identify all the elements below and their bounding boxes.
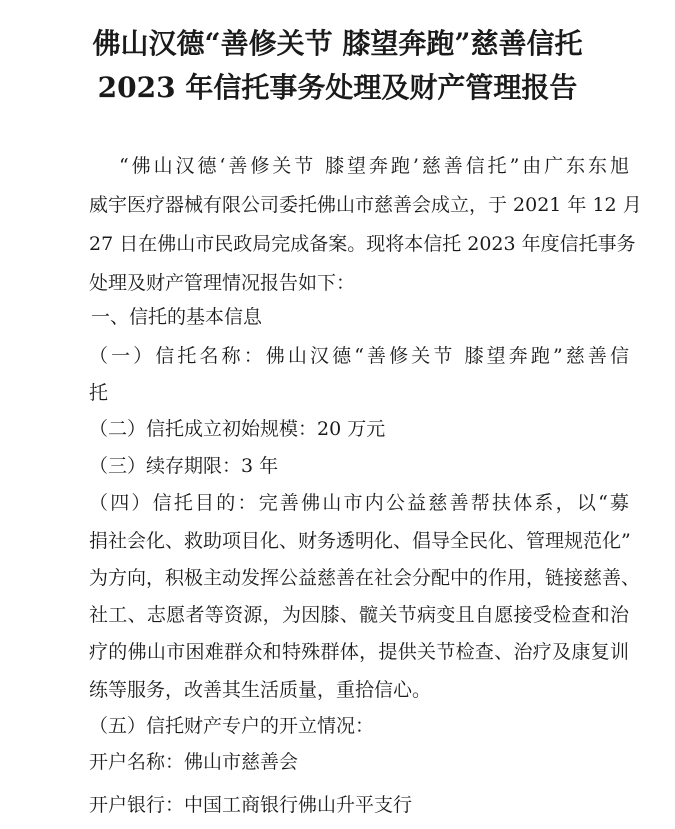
section-heading: 一、信托的基本信息 (91, 306, 263, 328)
intro-line-1: “佛山汉德‘善修关节 膝望奔跑’慈善信托”由广东东旭 (119, 155, 629, 177)
document-title-line-2: 2023 年信托事务处理及财产管理报告 (97, 71, 578, 104)
document-title-line-1: 佛山汉德“善修关节 膝望奔跑”慈善信托 (92, 27, 583, 60)
item-purpose-line-6: 练等服务，改善其生活质量，重拾信心。 (89, 679, 432, 701)
intro-line-4: 处理及财产管理情况报告如下： (89, 272, 356, 294)
intro-line-3: 27 日在佛山市民政局完成备案。现将本信托 2023 年度信托事务 (89, 233, 636, 255)
item-purpose: （四）信托目的：完善佛山市内公益慈善帮扶体系，以“募 (89, 492, 629, 514)
item-account-setup: （五）信托财产专户的开立情况： (89, 715, 375, 737)
item-purpose-line-3: 为方向，积极主动发挥公益慈善在社会分配中的作用，链接慈善、 (89, 567, 641, 589)
account-bank: 开户银行：中国工商银行佛山升平支行 (89, 794, 413, 816)
item-purpose-line-4: 社工、志愿者等资源，为因膝、髋关节病变且自愿接受检查和治 (89, 604, 629, 626)
account-name: 开户名称：佛山市慈善会 (89, 751, 299, 773)
item-duration: （三）续存期限：3 年 (89, 455, 279, 477)
item-initial-scale: （二）信托成立初始规模：20 万元 (89, 418, 386, 440)
item-purpose-line-5: 疗的佛山市困难群众和特殊群体，提供关节检查、治疗及康复训 (89, 641, 629, 663)
item-trust-name: （一）信托名称：佛山汉德“善修关节 膝望奔跑”慈善信 (89, 345, 629, 367)
item-purpose-line-2: 捐社会化、救助项目化、财务透明化、倡导全民化、管理规范化” (89, 530, 631, 552)
intro-line-2: 威宇医疗器械有限公司委托佛山市慈善会成立，于 2021 年 12 月 (89, 194, 642, 216)
item-trust-name-cont: 托 (89, 382, 109, 404)
